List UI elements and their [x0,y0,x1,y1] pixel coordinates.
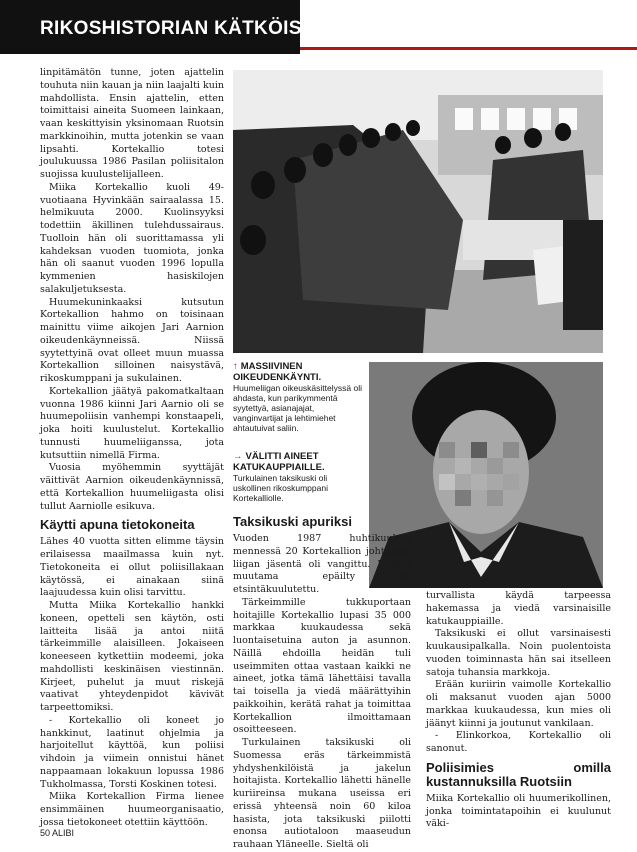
paragraph: Miika Kortekallio kuoli 49-vuotiaana Hyvinkään sairaalassa 15. helmikuuta 2000. Kuolinsyyksi todettiin äkillinen tulehdussairaus. Tuolloin hän oli suorittamassa yli kahdeksan vuoden tuomiota, jonka hän oli saanut vuoden 1996 lopulla kymmenien hasiskilojen salakuljetuksesta. [40,181,224,295]
paragraph: Huumekuninkaaksi kutsutun Kortekallion hahmo on toisinaan mainittu viime aikojen Jari Aarnion oikeudenkäynneissä. Niissä syytettyinä ovat olleet muun muassa Kortekallion silloinen naisystävä, rikoskumppani ja sukulainen. [40,296,224,384]
subheading: Poliisimies omilla kustannuksilla Ruotsiin [426,759,611,789]
paragraph: Kortekallion jäätyä pakomatkaltaan vuonna 1986 kiinni Jari Aarnio oli se huumepoliisin vanhempi konstaapeli, joka hoiti kuulustelut. Kortekallio tunnusti huumeliiganssa, jota kutsuttiin nimellä Firma. [40,385,224,461]
photo-caption-2 [233,452,363,503]
paragraph: Lähes 40 vuotta sitten elimme täysin erilaisessa maailmassa kuin nyt. Tietokoneita ei ollut poliisillakaan käytössä, ei ainakaan siinä laajuudessa kuin olisi tarvittu. [40,536,224,599]
subheading: Taksikuski apuriksi [233,514,352,529]
arrow-up-icon: ↑ [233,361,238,372]
paragraph: - Kortekallio oli koneet jo hankkinut, laatinut ohjelmia ja harjoitellut käyttöä, kun poliisi vihdoin ja viimein onnistui hänet nappaamaan lokakuun lopussa 1986 Tukholmassa, Torsti Koskinen totesi. [40,714,224,790]
paragraph: Taksikuski ei ollut varsinaisesti kuukausipalkalla. Noin puolentoista vuoden toiminnasta hän sai itselleen satoja tuhansia markkoja. [426,628,611,678]
paragraph: Erään kuriirin vaimolle Kortekallio oli maksanut vuoden ajan 5000 markkaa kuukaudessa, kun mies oli jäänyt kiinni ja joutunut vankilaan. [426,679,611,729]
caption-heading-text: VÄLITTI AINEET KATUKAUPPIAILLE. [233,451,325,473]
section-title: RIKOSHISTORIAN KÄTKÖISTÄ [40,18,328,39]
caption-heading [233,362,363,383]
paragraph: Vuosia myöhemmin syyttäjät väittivät Aarnion oikeudenkäynnissä, että Kortekallion huumeliigasta olisi tullut Aarniolle esikuva. [40,462,224,512]
caption-text: Turkulainen taksikuski oli uskollinen rikoskumppani Kortekalliolle. [233,473,328,503]
caption-heading-text: MASSIIVINEN OIKEUDENKÄYNTI. [233,361,322,383]
subheading: Käytti apuna tietokoneita [40,517,195,533]
paragraph: Miika Kortekallion Firma lienee ensimmäinen huumeorganisaatio, jossa tietokoneet otettiin käyttöön. [40,791,224,828]
paragraph: Turkulainen taksikuski oli Suomessa eräs tärkeimmistä yhdyshenkilöistä ja jakelun hoitajista. Kortekallio lähetti hänelle kuriireinsa mukana useissa eri erissä yhteensä noin 60 kiloa hasista, jota taksikuski piilotti enonsa autiotaloon maaseudun rauhaan Yläneelle. Sieltä oli [233,737,411,850]
paragraph: Mutta Miika Kortekallio hankki koneen, opetteli sen käytön, osti laitteita lisää ja antoi niitä tärkeimmille alaisilleen. Jokaiseen koneeseen kytkettiin modeemi, joka mahdollisti keskinäisen viestinnän. Kirjeet, puhelut ja muut riskejä vaativat yhteydenpidot kävivät tarpeettomiksi. [40,600,224,713]
paragraph: linpitämätön tunne, joten ajattelin touhuta niin kauan ja niin laajalti kuin mahdollista. Ensin ajattelin, etten toimittaisi aineita Suomeen lainkaan, vaan keskittyisin yksinomaan Ruotsin markkinoihin, mutta jotenkin se vaan lipsahti. Kortekallio totesi joulukuussa 1986 Pasilan poliisitalon suojissa kuulustelijalleen. [40,67,224,180]
article-column-2 [233,510,411,852]
caption-text: Huumeliigan oikeuskäsittelyssä oli ahdasta, kun parikymmentä syytettyä, asianajajat, vanginvartijat ja lehtimiehet ahtautuivat saliin. [233,383,362,433]
header-rule [300,47,637,50]
paragraph: turvallista käydä tarpeessa hakemassa ja viedä varsinaisille katukauppiaille. [426,590,611,627]
paragraph: - Elinkorkoa, Kortekallio oli sanonut. [426,730,611,754]
courtroom-photo [233,70,603,353]
paragraph: Tärkeimmille tukkuportaan hoitajille Kortekallio lupasi 35 000 markkaa kuukaudessa sekä luontaisetuina auton ja asunnon. Näillä ehdoilla heidän tuli useimmiten ottaa vastaan kaikki ne aineet, jotka tämä lähettäisi tavalla tai toisella ja viedä määrättyihin paikkoihin, kerätä rahat ja toimittaa Kortekallion ilmoittamaan osoitteeseen. [233,596,411,736]
paragraph: Miika Kortekallio oli huumerikollinen, jonka toimintatapoihin ei kuulunut väki- [426,792,611,830]
paragraph: Vuoden 1987 huhtikuuhun mennessä 20 Kortekallion johtaman liigan jäsentä oli vangittu. Lisäksi muutama epäilty oli etsintäkuulutettu. [233,533,411,595]
photo-caption-1 [233,362,363,433]
page-footer: 50 ALIBI [40,828,75,838]
arrow-right-icon: → [233,451,243,462]
article-column-3 [426,590,611,831]
article-column-1 [40,67,224,830]
section-banner [0,0,328,54]
caption-heading [233,452,363,473]
